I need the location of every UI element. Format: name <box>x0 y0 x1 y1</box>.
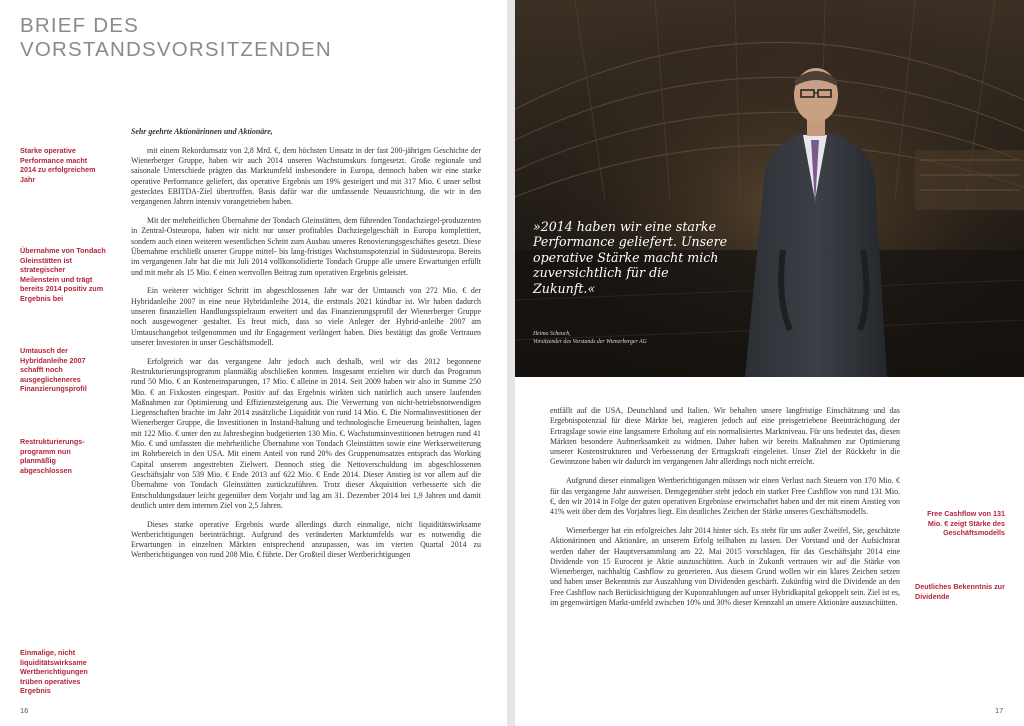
page-number-right: 17 <box>995 706 1004 715</box>
side-note-5: Einmalige, nicht liquiditätswirksame Wertberichtigungen trüben operatives Ergebnis <box>20 648 88 696</box>
side-note-4: Restrukturierungs-programm nun planmäßig abgeschlossen <box>20 437 85 475</box>
paragraph: mit einem Rekordumsatz von 2,8 Mrd. €, dem höchsten Umsatz in der fast 200-jährigen Geschichte der Wienerberger Gruppe, haben wir auch 2014 unseren Wachstumskurs fortgesetzt. Große regionale und saisonale Unterschiede prägten das Marktumfeld insbesondere in Europa, dennoch haben wir eine starke operative Performance geliefert, das operative Ergebnis um 19% gesteigert und mit 317 Mio. € unser selbst gestecktes EBITDA-Ziel übertroffen. Basis dafür war die umfassende Neuausrichtung, die wir in den vergangenen Jahren intensiv vorangetrieben haben. <box>131 145 481 207</box>
page-gutter <box>507 0 515 726</box>
paragraph: Dieses starke operative Ergebnis wurde allerdings durch einmalige, nicht liquiditätswirksame Wertberichtigungen beeinträchtigt. Aufgrund des veränderten Marktumfelds war es notwendig die Erwartungen in einzelnen Märkten entsprechend anzupassen, was im vierten Quartal 2014 zu Wertberichtigungen von rund 208 Mio. € führte. Der Großteil dieser Wertberichtigungen <box>131 519 481 560</box>
quote-credit <box>533 330 763 346</box>
side-note-1: Starke operative Performance macht 2014 zu erfolgreichem Jahr <box>20 146 96 184</box>
heading-line-1: BRIEF DES <box>20 14 140 37</box>
letter-body-right <box>550 406 900 617</box>
paragraph: Mit der mehrheitlichen Übernahme der Tondach Gleinstätten, dem führenden Tondachziegel-produzenten in Zentral-Osteuropa, haben wir nicht nur unser profitables Dachziegelgeschäft in Europa komplettiert, sondern auch einen weiteren wesentlichen Schritt zum Ausbau unseres Renovierungsgeschäftes gesetzt. Diese Übernahme erschließt unserer Gruppe mittel- bis lang-fristiges Wachstumspotenzial in Südosteuropa. Bereits im vergangenen Jahr hat die mit Juli 2014 vollkonsolidierte Tondach Gruppe alle unsere Erwartungen erfüllt und mit mehr als 15 Mio. € einen wertvollen Beitrag zum operativen Ergebnis geleistet. <box>131 216 481 277</box>
portrait-photo <box>515 0 1024 377</box>
paragraph: Erfolgreich war das vergangene Jahr jedoch auch deshalb, weil wir das 2012 begonnene Restrukturierungsprogramm planmäßig abschließen konnten. Insgesamt erzielten wir durch das Programm rund 50 Mio. € an Kosteneinsparungen, 17 Mio. € alleine in 2014. Seit 2009 haben wir also in Summe 250 Mio. € an Fixkosten eingespart. Positiv auf das Ergebnis wirkten sich natürlich auch unsere laufenden Maßnahmen zur Optimierung und Effizienzsteigerung aus. Die Verwertung von nicht-betriebsnotwendigen Liegenschaften brachte im Jahr 2014 zusätzliche Liquidität von rund 14 Mio. €. Die Normalinvestitionen der Wienerberger Gruppe, die Investitionen in Instand-haltung und technologische Erneuerung beinhalten, lagen mit 122 Mio. € unter den zu Jahresbeginn budgetierten 130 Mio. €. Wachstumsinvestitionen betrugen rund 41 Mio. € und umfassten die mehrheitliche Übernahme von Tondach Gleinstätten sowie eine Werkserweiterung im Rohrbereich in den USA. Mit einem Anteil von rund 20% des Gruppenumsatzes entsprach das Working Capital unserem angestrebten Zielwert. Dennoch stieg die Nettoverschuldung im abgeschlossenen Geschäftsjahr von 539 Mio. € Ende 2013 auf 622 Mio. € Ende 2014. Dieser Anstieg ist vor allem auf die Übernahme von Tondach Gleinstätten zurückzuführen. Trotz dieser Akquisition verbesserte sich die Entschuldungsdauer leicht gegenüber dem Vorjahr und lag am 31. Dezember 2014 bei 1,9 Jahren und damit deutlich unter dem internen Ziel von 2,5 Jahren. <box>131 356 481 510</box>
letter-body-left <box>131 127 481 569</box>
paragraph: Ein weiterer wichtiger Schritt im abgeschlossenen Jahr war der Umtausch von 272 Mio. € der Hybridanleihe 2007 in eine neue Hybridanleihe 2014, die erstmals 2021 kündbar ist. Wir haben dadurch unseren finanziellen Handlungsspielraum erweitert und das Finanzierungsprofil der Wienerberger Gruppe noch ausgewogener gestaltet. Es freut mich, dass so viele Anleger der Hybrid-anleihe 2007 am Umtauschangebot teilgenommen und ihr Engagement verlängert haben. Dies bestätigt das große Vertrauen unserer Investoren in unser Geschäftsmodell. <box>131 286 481 347</box>
side-note-3: Umtausch der Hybridanleihe 2007 schafft noch ausgeglicheneres Finanzierungsprofil <box>20 346 87 394</box>
pull-quote: »2014 haben wir eine starke Performance geliefert. Unsere operative Stärke macht mich zuversichtlich für die Zukunft.« <box>533 219 728 296</box>
factory-background-illustration <box>515 0 1024 377</box>
page-number-left: 16 <box>20 706 29 715</box>
paragraph: entfällt auf die USA, Deutschland und Italien. Wir behalten unsere langfristige Einschätzung und das Ergebnispotenzial für diese Märkte bei, reagieren jedoch auf eine preisgetriebene Beeinträchtigung der Ertragslage sowie eine langsamere Erholung auf ein normalisiertes Marktniveau. Für uns bedeutet das, diesen Märkten besondere Aufmerksamkeit zu widmen. Daher haben wir bereits Maßnahmen zur Optimierung unserer Kostenstrukturen und Verbesserung der Ertragskraft eingeleitet. Unser Ziel der Rückkehr in die Gewinnzone haben wir dadurch im vergangenen Jahr allerdings noch nicht erreicht. <box>550 406 900 467</box>
heading-line-2: VORSTANDSVORSITZENDEN <box>20 38 332 61</box>
page-heading <box>20 14 332 62</box>
left-page <box>0 0 507 726</box>
paragraph: Aufgrund dieser einmaligen Wertberichtigungen müssen wir einen Verlust nach Steuern von 170 Mio. € für das vergangene Jahr ausweisen. Demgegenüber steht jedoch ein starker Free Cashflow von rund 131 Mio. €, den wir 2014 in Folge der guten operativen Ergebnisse erwirtschaftet haben und der mit einem Anstieg von 41% weit über dem des Vorjahres liegt. Ein deutliches Zeichen der Stärke unseres Geschäftsmodells. <box>550 476 900 517</box>
paragraph: Wienerberger hat ein erfolgreiches Jahr 2014 hinter sich. Es steht für uns außer Zweifel, Sie, geschätzte Aktionärinnen und Aktionäre, an unserem Erfolg teilhaben zu lassen. Der Vorstand und der Aufsichtsrat werden daher der Hauptversammlung am 22. Mai 2015 vorschlagen, für das Geschäftsjahr 2014 eine Dividende von 15 Eurocent je Aktie auszuschütten. Auch in Zukunft vertrauen wir auf die Stärke von Wienerberger, nachhaltig Cashflow zu generieren. Aus diesem Grund wollen wir ein klares Zeichen setzen und haben unser Bekenntnis zur Auszahlung von Dividenden geschärft. Zukünftig wird die Dividende an den Free Cashflow nach Berücksichtigung der Kuponzahlungen auf unser Hybridkapital gekoppelt sein. Ziel ist es, im gegenwärtigen Markt-umfeld zwischen 10% und 30% dieser Kennzahl an unsere Aktionäre auszuschütten. <box>550 525 900 608</box>
right-page <box>515 0 1024 726</box>
credit-role: Vorsitzender des Vorstands der Wienerberger AG <box>533 339 647 345</box>
credit-name: Heimo Scheuch, <box>533 331 571 337</box>
salutation: Sehr geehrte Aktionärinnen und Aktionäre, <box>131 127 273 136</box>
side-note-6: Free Cashflow von 131 Mio. € zeigt Stärke des Geschäftsmodells <box>927 509 1005 538</box>
side-note-7: Deutliches Bekenntnis zur Dividende <box>915 582 1005 601</box>
side-note-2: Übernahme von Tondach Gleinstätten ist strategischer Meilenstein und trägt bereits 2014 positiv zum Ergebnis bei <box>20 246 106 303</box>
